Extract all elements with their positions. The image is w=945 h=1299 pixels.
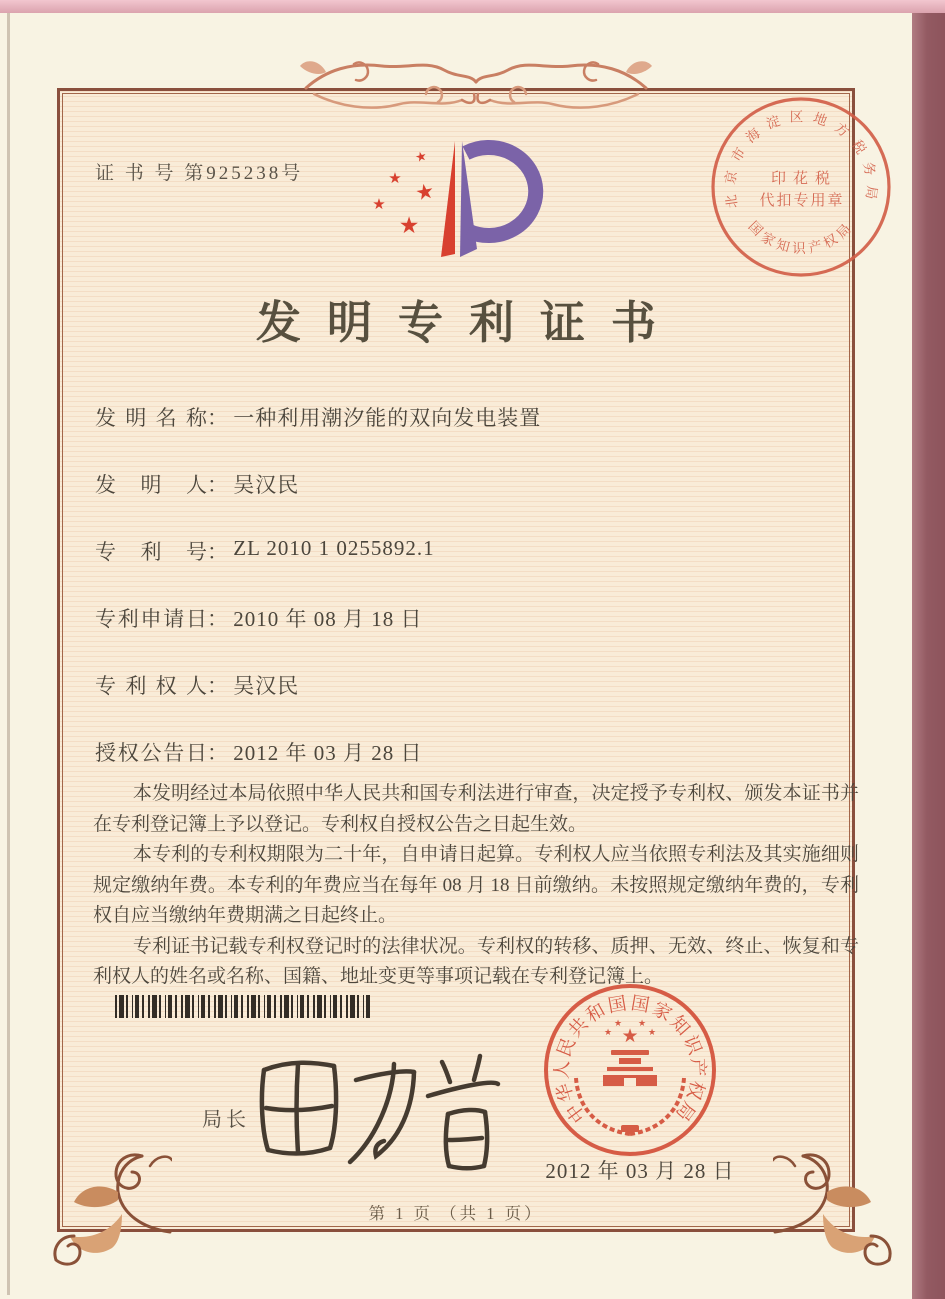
national-emblem — [576, 1018, 684, 1134]
field-row-inventor — [95, 469, 835, 499]
logo-red-wedge — [441, 141, 455, 257]
commissioner-label: 局长 — [202, 1109, 250, 1131]
legal-paragraph: 本发明经过本局依照中华人民共和国专利法进行审查，决定授予专利权、颁发本证书并在专利登记簿上予以登记。专利权自授权公告之日起生效。 — [93, 783, 859, 835]
tax-stamp-arc-bottom-text: 国家知识产权局 — [745, 218, 857, 257]
barcode — [115, 995, 373, 1018]
page-number-footer: 第 1 页 （共 1 页） — [368, 1204, 544, 1223]
tax-stamp-arc-top-text: 北京市海淀区地方税务局 — [722, 109, 880, 210]
field-row-grant-date — [95, 737, 835, 767]
tax-stamp-line2: 代扣专用章 — [759, 193, 845, 209]
svg-text:★: ★ — [388, 171, 402, 187]
svg-text:★: ★ — [413, 147, 429, 166]
tax-stamp — [704, 90, 898, 284]
svg-text:★: ★ — [613, 1018, 623, 1028]
svg-text:★: ★ — [621, 1026, 639, 1047]
field-colon: ： — [207, 406, 228, 430]
svg-text:★: ★ — [398, 213, 420, 238]
field-row-patentee — [95, 670, 835, 700]
certificate-title: 发明专利证书 — [255, 298, 682, 348]
grant-date-under-seal: 2012 年 03 月 28 日 — [545, 1159, 735, 1183]
field-row-filing-date — [95, 603, 835, 633]
field-list — [95, 402, 835, 804]
svg-text:★: ★ — [372, 197, 386, 213]
field-label: 授权公告日 — [95, 741, 207, 765]
svg-text:★: ★ — [647, 1027, 657, 1037]
dragon-flourish-ornament — [286, 46, 666, 134]
logo-p-bowl — [466, 148, 536, 236]
legal-paragraph: 本专利的专利权期限为二十年，自申请日起算。专利权人应当依照专利法及其实施细则规定缴纳年费。本专利的年费应当在每年 08 月 18 日前缴纳。未按照规定缴纳年费的，专利权自应当缴纳年费期满之日起终止。 — [93, 844, 859, 926]
field-value: 吴汉民 — [233, 674, 300, 698]
scan-edge-right — [912, 0, 945, 1299]
field-label: 专利权人 — [95, 674, 207, 698]
field-label: 专利申请日 — [95, 607, 207, 631]
legal-text — [93, 779, 859, 993]
field-value: ZL 2010 1 0255892.1 — [233, 536, 435, 560]
svg-text:★: ★ — [637, 1018, 647, 1028]
field-label: 发明名称 — [95, 406, 207, 430]
official-seal — [532, 972, 728, 1168]
svg-text:★: ★ — [603, 1027, 613, 1037]
tax-stamp-line1: 印花税 — [770, 171, 838, 187]
field-value: 一种利用潮汐能的双向发电装置 — [233, 406, 542, 430]
field-value: 吴汉民 — [233, 473, 300, 497]
field-value: 2012 年 03 月 28 日 — [233, 741, 423, 765]
commissioner-signature — [248, 1036, 503, 1181]
field-label: 专利号 — [95, 540, 207, 564]
field-colon: ： — [207, 607, 228, 631]
field-row-patent-number — [95, 536, 835, 566]
field-colon: ： — [207, 674, 228, 698]
field-colon: ： — [207, 540, 228, 564]
certificate-number: 证 书 号 第925238号 — [95, 163, 304, 184]
field-label: 发明人 — [95, 473, 207, 497]
svg-text:国家知识产权局 — [745, 218, 856, 256]
field-colon: ： — [207, 473, 228, 497]
field-colon: ： — [207, 741, 228, 765]
field-value: 2010 年 08 月 18 日 — [233, 607, 423, 631]
svg-text:★: ★ — [413, 178, 437, 206]
patent-office-logo — [365, 123, 580, 281]
seal-ring-text: 中华人民共和国国家知识产权局 — [552, 993, 708, 1126]
scan-edge-top — [0, 0, 945, 13]
legal-paragraph: 专利证书记载专利权登记时的法律状况。专利权的转移、质押、无效、终止、恢复和专利权人的姓名或名称、国籍、地址变更等事项记载在专利登记簿上。 — [93, 935, 859, 987]
field-row-invention-title — [95, 402, 835, 432]
scan-edge-left — [7, 13, 10, 1295]
